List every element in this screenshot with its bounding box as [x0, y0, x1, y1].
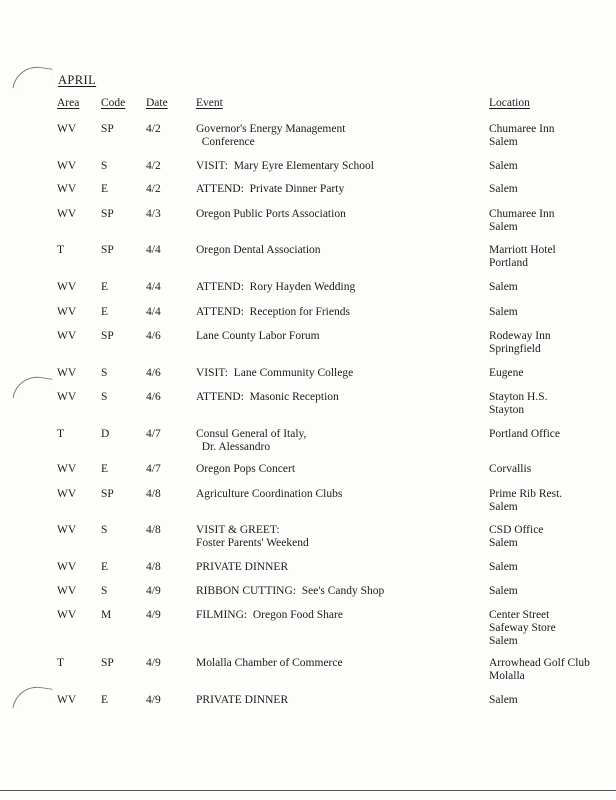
cell-event: Lane County Labor Forum — [196, 330, 320, 342]
cell-area: WV — [57, 306, 77, 318]
cell-date: 4/7 — [146, 428, 161, 440]
cell-location: Portland Office — [489, 428, 561, 440]
cell-location: Prime Rib Rest. Salem — [489, 488, 563, 513]
cell-code: S — [101, 367, 108, 379]
cell-code: E — [101, 306, 109, 318]
cell-area: WV — [57, 367, 77, 379]
cell-area: WV — [57, 488, 77, 500]
header-event: Event — [196, 97, 223, 109]
cell-location: Stayton H.S. Stayton — [489, 391, 548, 416]
cell-code: E — [101, 694, 109, 706]
cell-location: Salem — [489, 585, 518, 597]
cell-area: WV — [57, 208, 77, 220]
cell-area: WV — [57, 123, 77, 135]
cell-code: SP — [101, 330, 114, 342]
cell-event: Oregon Pops Concert — [196, 463, 296, 475]
cell-date: 4/9 — [146, 585, 161, 597]
cell-code: M — [101, 609, 112, 621]
cell-event: Oregon Public Ports Association — [196, 208, 346, 220]
hole-punch-mark — [12, 684, 52, 714]
cell-area: T — [57, 428, 65, 440]
cell-event: VISIT: Mary Eyre Elementary School — [196, 160, 374, 172]
page-edge-line — [0, 790, 616, 791]
cell-area: WV — [57, 463, 77, 475]
cell-code: S — [101, 585, 108, 597]
cell-location: Salem — [489, 281, 518, 293]
cell-event: RIBBON CUTTING: See's Candy Shop — [196, 585, 385, 597]
cell-date: 4/6 — [146, 367, 161, 379]
hole-punch-mark — [12, 374, 52, 404]
cell-date: 4/8 — [146, 488, 161, 500]
cell-date: 4/4 — [146, 281, 161, 293]
cell-event: FILMING: Oregon Food Share — [196, 609, 343, 621]
cell-location: Corvallis — [489, 463, 532, 475]
cell-location: Salem — [489, 561, 518, 573]
cell-area: WV — [57, 281, 77, 293]
cell-code: S — [101, 391, 108, 403]
cell-area: WV — [57, 561, 77, 573]
cell-area: WV — [57, 391, 77, 403]
cell-date: 4/2 — [146, 123, 161, 135]
cell-code: D — [101, 428, 110, 440]
cell-event: ATTEND: Masonic Reception — [196, 391, 339, 403]
cell-event: Molalla Chamber of Commerce — [196, 657, 343, 669]
cell-date: 4/9 — [146, 694, 161, 706]
cell-area: WV — [57, 330, 77, 342]
cell-date: 4/8 — [146, 524, 161, 536]
cell-event: ATTEND: Reception for Friends — [196, 306, 350, 318]
cell-date: 4/4 — [146, 244, 161, 256]
cell-event: Governor's Energy Management Conference — [196, 123, 346, 148]
cell-event: Agriculture Coordination Clubs — [196, 488, 343, 500]
header-date: Date — [146, 97, 168, 109]
cell-event: PRIVATE DINNER — [196, 561, 289, 573]
cell-code: E — [101, 463, 109, 475]
cell-date: 4/4 — [146, 306, 161, 318]
cell-date: 4/8 — [146, 561, 161, 573]
cell-date: 4/2 — [146, 160, 161, 172]
cell-location: Chumaree Inn Salem — [489, 208, 555, 233]
cell-area: WV — [57, 183, 77, 195]
cell-location: Center Street Safeway Store Salem — [489, 609, 556, 647]
cell-area: WV — [57, 609, 77, 621]
cell-date: 4/7 — [146, 463, 161, 475]
header-location: Location — [489, 97, 530, 109]
cell-event: ATTEND: Private Dinner Party — [196, 183, 345, 195]
cell-event: VISIT & GREET: Foster Parents' Weekend — [196, 524, 309, 549]
cell-location: Salem — [489, 306, 518, 318]
cell-area: T — [57, 244, 65, 256]
cell-area: WV — [57, 160, 77, 172]
cell-location: Arrowhead Golf Club Molalla — [489, 657, 590, 682]
cell-date: 4/6 — [146, 391, 161, 403]
hole-punch-mark — [12, 64, 52, 94]
cell-event: Consul General of Italy, Dr. Alessandro — [196, 428, 307, 453]
cell-date: 4/2 — [146, 183, 161, 195]
cell-code: SP — [101, 657, 114, 669]
cell-location: Chumaree Inn Salem — [489, 123, 555, 148]
month-heading: APRIL — [58, 73, 97, 87]
header-code: Code — [101, 97, 126, 109]
cell-location: CSD Office Salem — [489, 524, 544, 549]
cell-code: SP — [101, 208, 114, 220]
cell-date: 4/9 — [146, 657, 161, 669]
cell-date: 4/9 — [146, 609, 161, 621]
cell-area: WV — [57, 694, 77, 706]
cell-date: 4/6 — [146, 330, 161, 342]
cell-area: T — [57, 657, 65, 669]
cell-code: S — [101, 524, 108, 536]
cell-event: ATTEND: Rory Hayden Wedding — [196, 281, 356, 293]
cell-location: Salem — [489, 694, 518, 706]
header-area: Area — [57, 97, 80, 109]
cell-area: WV — [57, 585, 77, 597]
cell-code: SP — [101, 488, 114, 500]
cell-area: WV — [57, 524, 77, 536]
cell-code: E — [101, 183, 109, 195]
cell-location: Marriott Hotel Portland — [489, 244, 556, 269]
cell-event: VISIT: Lane Community College — [196, 367, 354, 379]
cell-location: Salem — [489, 183, 518, 195]
cell-event: PRIVATE DINNER — [196, 694, 289, 706]
cell-code: S — [101, 160, 108, 172]
cell-location: Salem — [489, 160, 518, 172]
cell-code: SP — [101, 244, 114, 256]
cell-code: SP — [101, 123, 114, 135]
cell-code: E — [101, 561, 109, 573]
cell-location: Rodeway Inn Springfield — [489, 330, 551, 355]
cell-date: 4/3 — [146, 208, 161, 220]
cell-code: E — [101, 281, 109, 293]
cell-event: Oregon Dental Association — [196, 244, 321, 256]
cell-location: Eugene — [489, 367, 524, 379]
